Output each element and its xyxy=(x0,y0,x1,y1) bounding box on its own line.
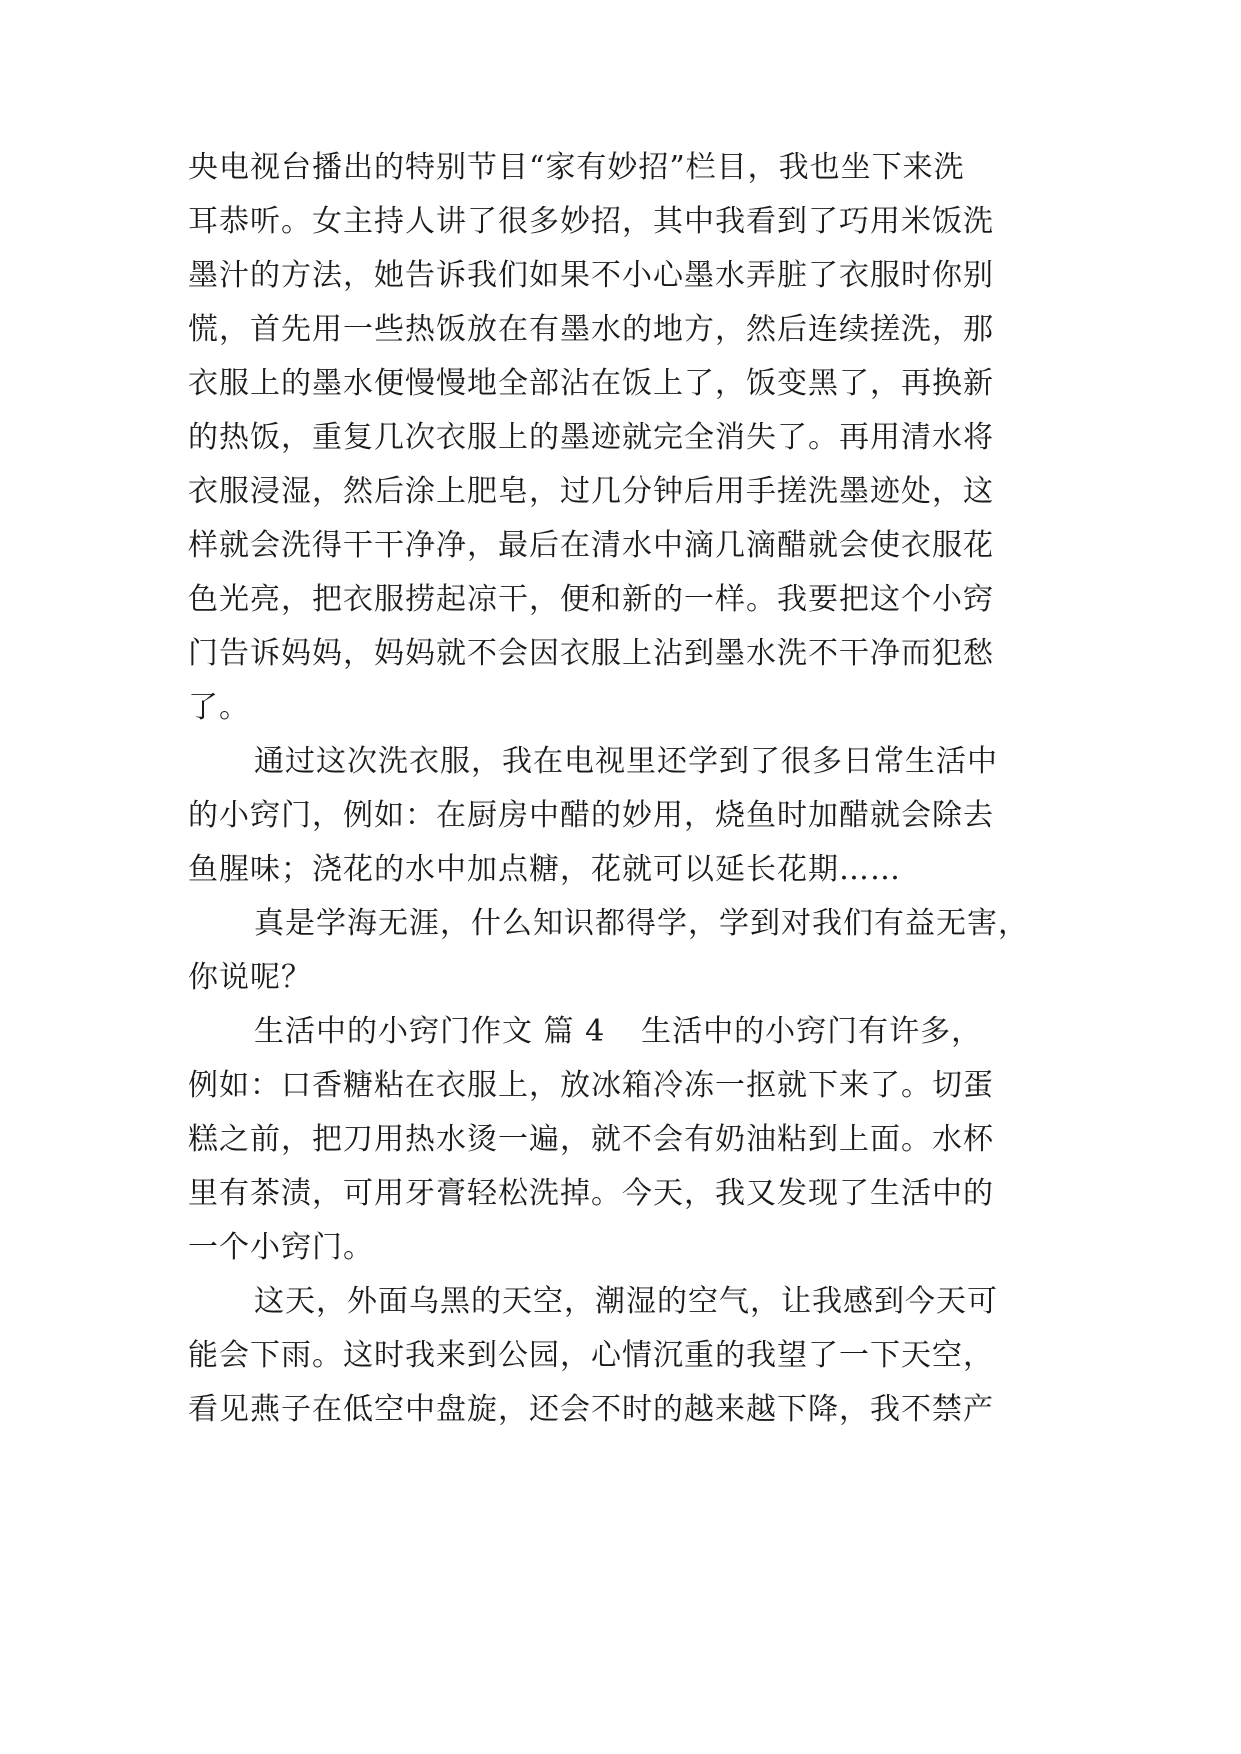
section-heading-line xyxy=(254,1012,1074,1052)
text-line: 这天，外面乌黑的天空，潮湿的空气，让我感到今天可 xyxy=(254,1284,998,1319)
section-heading: 生活中的小窍门作文 篇 4 xyxy=(254,1014,606,1049)
text-line: 的热饭，重复几次衣服上的墨迹就完全消失了。再用清水将 xyxy=(188,420,994,455)
text-line: 色光亮，把衣服捞起凉干，便和新的一样。我要把这个小窍 xyxy=(188,582,994,617)
text-line: 你说呢？ xyxy=(188,960,312,995)
text-line: 真是学海无涯，什么知识都得学，学到对我们有益无害， xyxy=(254,906,1029,941)
text-line: 了。 xyxy=(188,690,250,725)
text-line: 能会下雨。这时我来到公园，心情沉重的我望了一下天空， xyxy=(188,1338,994,1373)
text-line: 衣服上的墨水便慢慢地全部沾在饭上了，饭变黑了，再换新 xyxy=(188,366,994,401)
text-line: 糕之前，把刀用热水烫一遍，就不会有奶油粘到上面。水杯 xyxy=(188,1122,994,1157)
text-line: 央电视台播出的特别节目“家有妙招”栏目，我也坐下来洗 xyxy=(188,150,965,185)
text-line: 里有茶渍，可用牙膏轻松洗掉。今天，我又发现了生活中的 xyxy=(188,1176,994,1211)
text-line: 样就会洗得干干净净，最后在清水中滴几滴醋就会使衣服花 xyxy=(188,528,994,563)
text-line: 门告诉妈妈，妈妈就不会因衣服上沾到墨水洗不干净而犯愁 xyxy=(188,636,994,671)
text-line: 的小窍门，例如：在厨房中醋的妙用，烧鱼时加醋就会除去 xyxy=(188,798,994,833)
text-line: 耳恭听。女主持人讲了很多妙招，其中我看到了巧用米饭洗 xyxy=(188,204,994,239)
heading-tail-text: 生活中的小窍门有许多， xyxy=(641,1014,983,1049)
text-line: 通过这次洗衣服，我在电视里还学到了很多日常生活中 xyxy=(254,744,998,779)
text-line: 衣服浸湿，然后涂上肥皂，过几分钟后用手搓洗墨迹处，这 xyxy=(188,474,994,509)
text-line: 鱼腥味；浇花的水中加点糖，花就可以延长花期…… xyxy=(188,852,901,887)
text-line: 看见燕子在低空中盘旋，还会不时的越来越下降，我不禁产 xyxy=(188,1392,994,1427)
text-line: 墨汁的方法，她告诉我们如果不小心墨水弄脏了衣服时你别 xyxy=(188,258,994,293)
text-line: 例如：口香糖粘在衣服上，放冰箱冷冻一抠就下来了。切蛋 xyxy=(188,1068,994,1103)
text-line: 慌，首先用一些热饭放在有墨水的地方，然后连续搓洗，那 xyxy=(188,312,994,347)
text-line: 一个小窍门。 xyxy=(188,1230,374,1265)
